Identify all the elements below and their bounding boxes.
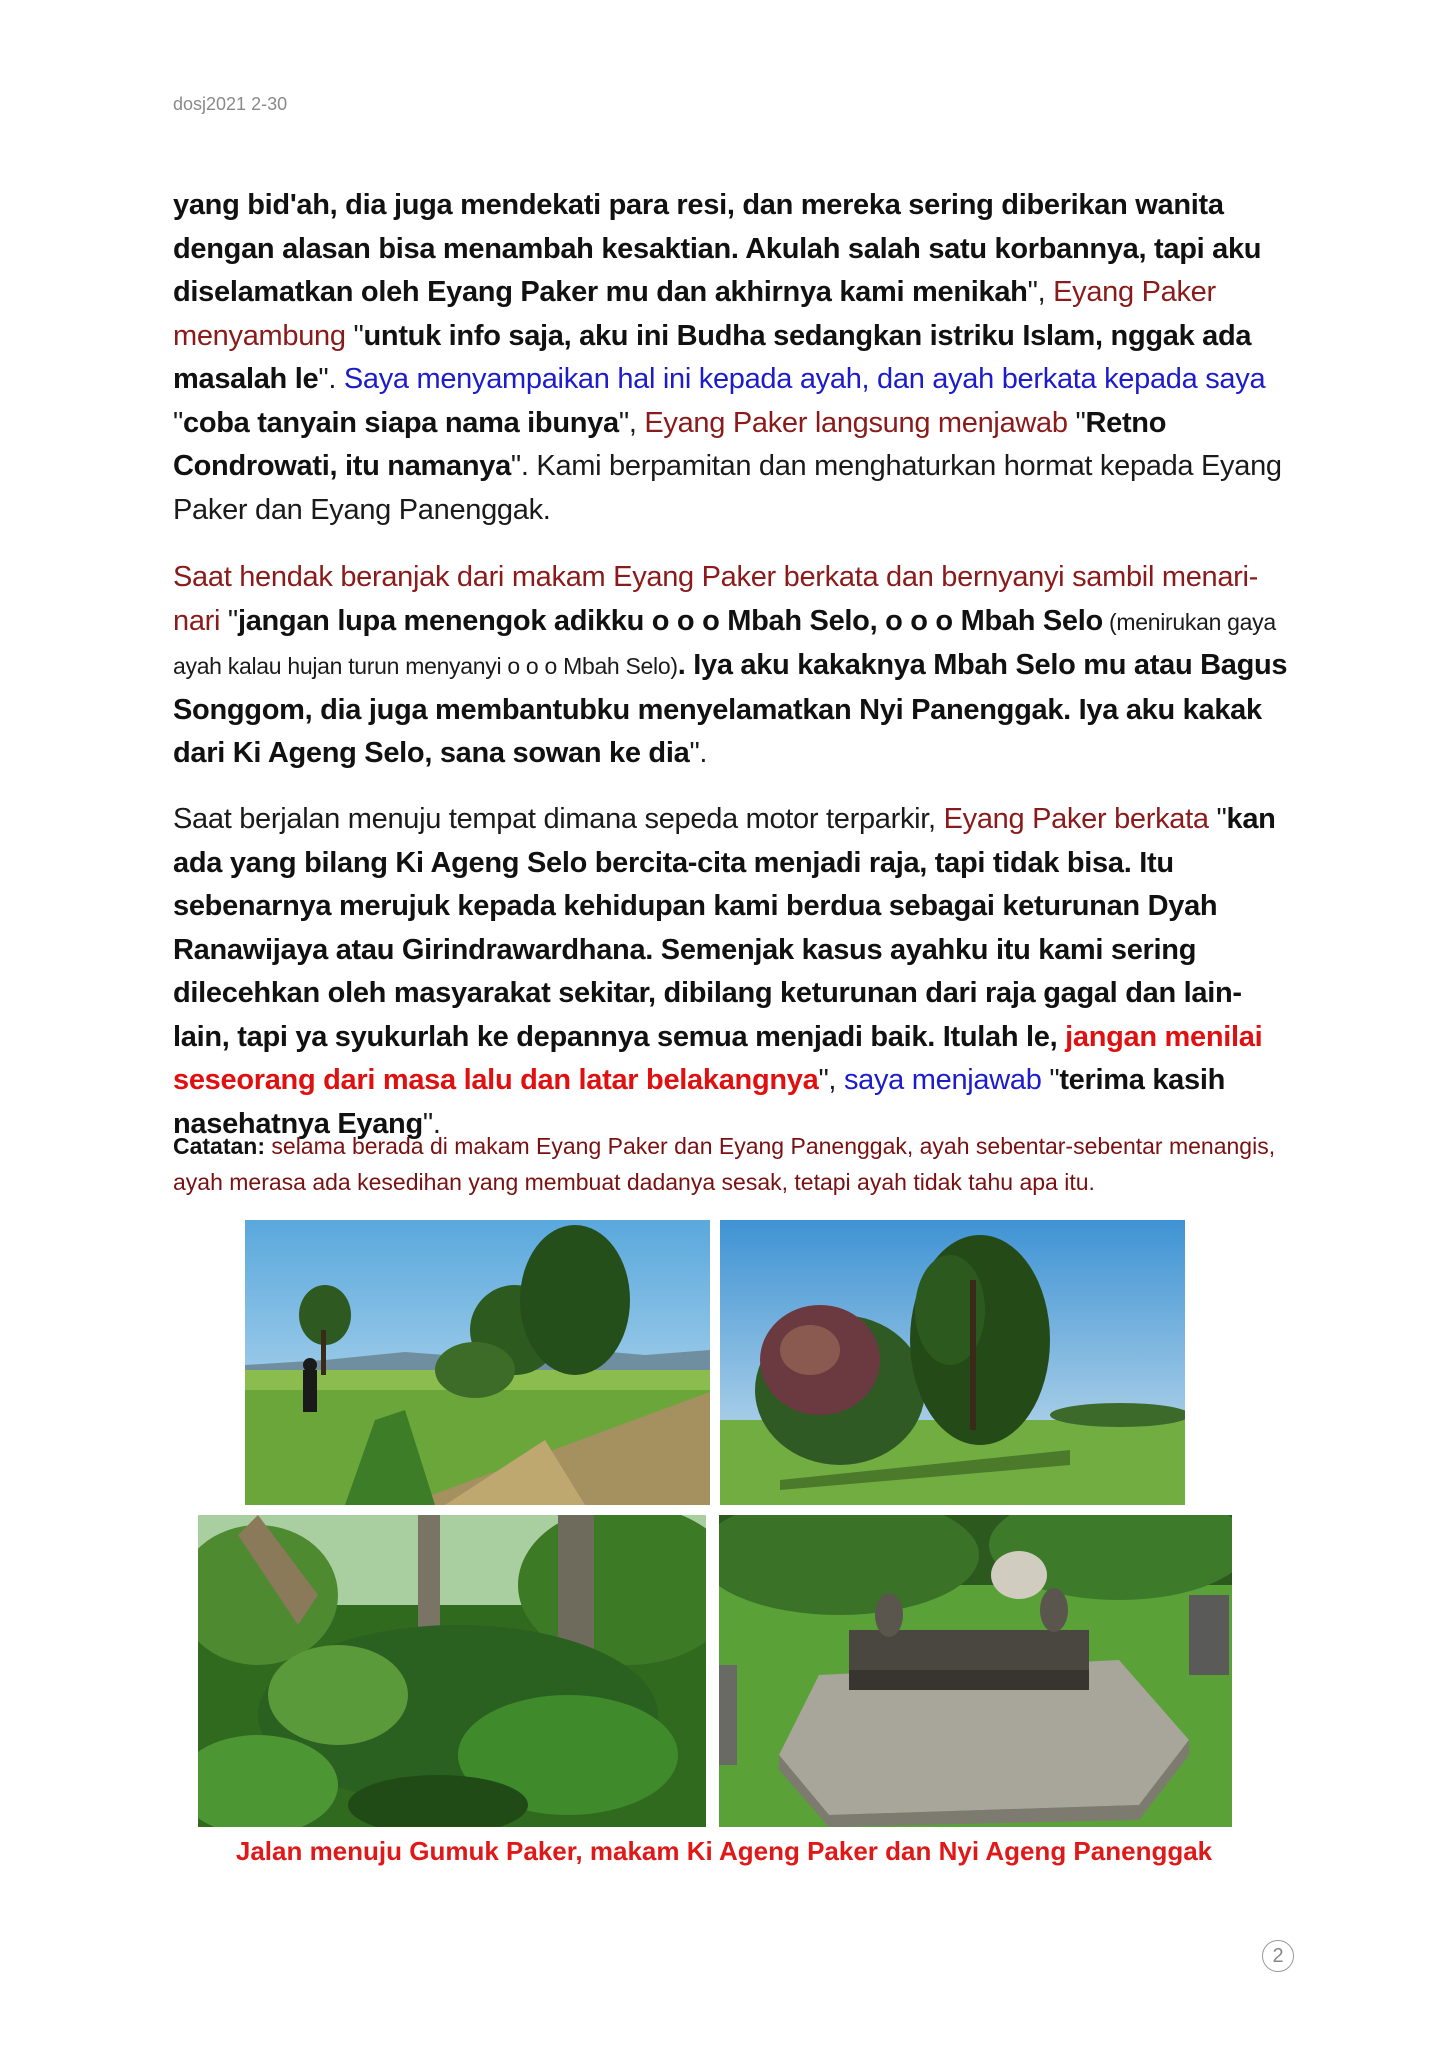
quote-text: . Iya aku kakaknya Mbah Selo mu atau Bagus Songgom, dia juga membantubku menyelamatkan Nyi Panenggak. Iya aku kakak dari Ki Ageng Selo, sana sowan ke dia	[173, 649, 1288, 769]
narrator-text: saya menjawab	[843, 1064, 1042, 1096]
punct: ".	[422, 1107, 441, 1140]
speaker-text: Saat hendak beranjak dari makam Eyang Paker berkata dan bernyanyi sambil menari-nari	[173, 561, 1259, 637]
quote-text: jangan lupa menengok adikku o o o Mbah Selo, o o o Mbah Selo	[237, 604, 1103, 637]
punct: "	[1208, 803, 1227, 835]
photo-tree-clump	[720, 1220, 1185, 1505]
punct: "	[173, 406, 183, 439]
photo-overgrown-path	[198, 1515, 706, 1827]
punct: ",	[818, 1064, 844, 1096]
punct: "	[220, 604, 238, 637]
document-header-code: dosj2021 2-30	[173, 94, 288, 114]
photo-caption: Jalan menuju Gumuk Paker, makam Ki Ageng Paker dan Nyi Ageng Panenggak	[235, 1836, 1213, 1866]
highlight-text: jangan menilai seseorang dari masa lalu dan latar belakangnya	[173, 1020, 1263, 1096]
note-text: selama berada di makam Eyang Paker dan Eyang Panenggak, ayah sebentar-sebentar menangis, ayah merasa ada kesedihan yang membuat dadanya sesak, tetapi ayah tidak tahu apa itu.	[173, 1133, 1276, 1195]
aside-text: (menirukan gaya ayah kalau hujan turun menyanyi o o o Mbah Selo)	[173, 608, 1276, 679]
narrative-text: ". Kami berpamitan dan menghaturkan hormat kepada Eyang Paker dan Eyang Panenggak.	[173, 450, 1282, 526]
quote-text: Retno Condrowati, itu namanya	[173, 406, 1167, 482]
quote-text: untuk info saja, aku ini Budha sedangkan istriku Islam, nggak ada masalah le	[173, 319, 1252, 395]
speaker-text: Eyang Paker langsung menjawab	[644, 406, 1068, 439]
quote-text: terima kasih nasehatnya Eyang	[173, 1064, 1225, 1140]
quote-text: yang bid'ah, dia juga mendekati para resi, dan mereka sering diberikan wanita dengan alasan bisa menambah kesaktian. Akulah salah satu korbannya, tapi aku diselamatkan oleh Eyang Paker mu dan akhirnya kami menikah	[173, 189, 1262, 308]
note-label: Catatan:	[173, 1133, 266, 1159]
narrator-text: Saya menyampaikan hal ini kepada ayah, dan ayah berkata kepada saya	[343, 363, 1266, 395]
punct: "	[1041, 1064, 1060, 1096]
punct: ",	[618, 406, 645, 439]
paragraph-3	[173, 798, 1293, 1146]
paragraph-1	[173, 184, 1293, 532]
note-paragraph	[173, 1128, 1293, 1200]
speaker-text: Eyang Paker menyambung	[173, 276, 1216, 352]
quote-text: kan ada yang bilang Ki Ageng Selo bercita-cita menjadi raja, tapi tidak bisa. Itu sebenarnya merujuk kepada kehidupan kami berdua sebagai keturunan Dyah Ranawijaya atau Girindrawardhana. Semenjak kasus ayahku itu kami sering dilecehkan oleh masyarakat sekitar, dibilang keturunan dari raja gagal dan lain-lain, tapi ya syukurlah ke depannya semua menjadi baik. Itulah le,	[173, 803, 1276, 1053]
punct: ",	[1027, 276, 1054, 308]
punct: ".	[318, 363, 344, 395]
speaker-text: Eyang Paker berkata	[943, 803, 1209, 835]
punct: "	[345, 319, 364, 352]
paragraph-2	[173, 556, 1293, 776]
photo-field-path	[245, 1220, 710, 1505]
punct: ".	[689, 737, 708, 769]
quote-text: coba tanyain siapa nama ibunya	[183, 406, 619, 439]
photo-tomb	[719, 1515, 1232, 1827]
narrative-text: Saat berjalan menuju tempat dimana sepeda motor terparkir,	[173, 803, 944, 835]
page-number: 2	[1262, 1940, 1294, 1972]
punct: "	[1067, 406, 1086, 439]
